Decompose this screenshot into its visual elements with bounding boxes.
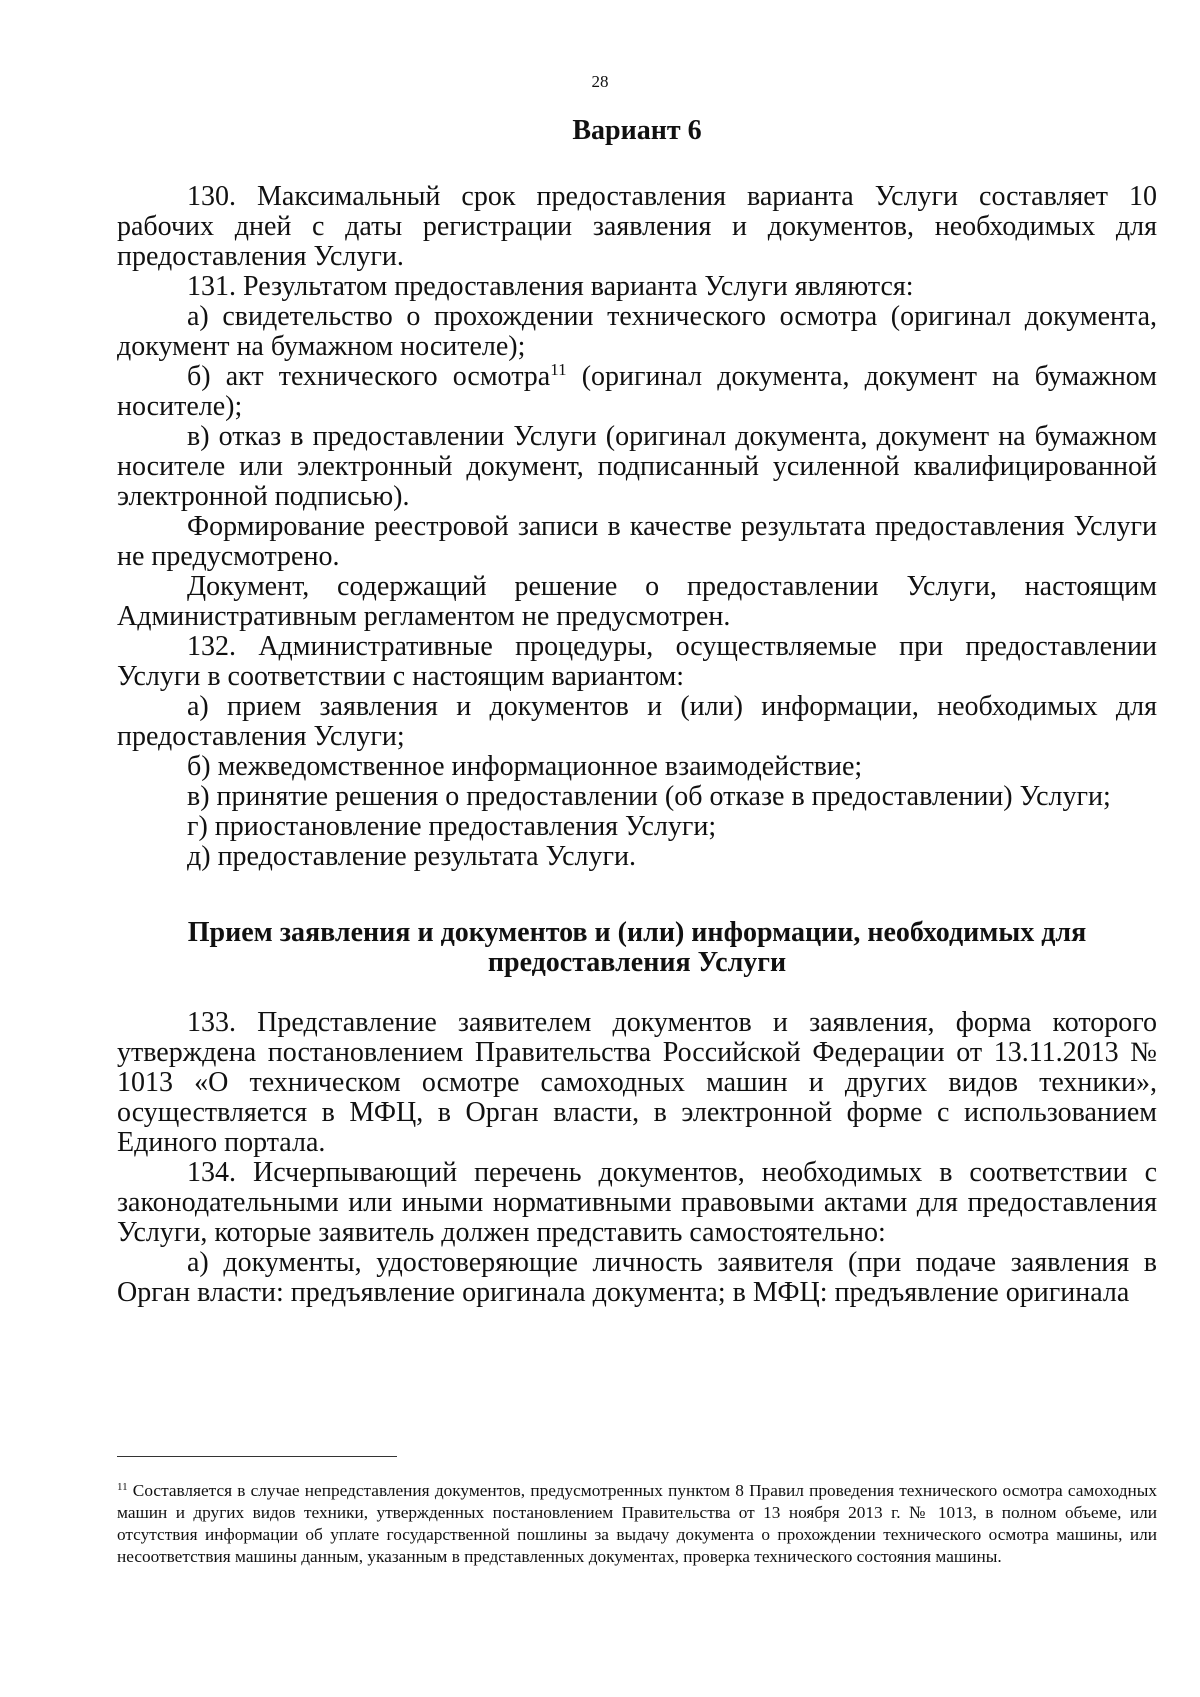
- page-number: 28: [591, 72, 609, 91]
- paragraph-document: Документ, содержащий решение о предоставлении Услуги, настоящим Административным регламентом не предусмотрен.: [117, 571, 1157, 632]
- paragraph-132c: в) принятие решения о предоставлении (об отказе в предоставлении) Услуги;: [187, 781, 1111, 812]
- paragraph-132: 132. Административные процедуры, осуществляемые при предоставлении Услуги в соответствии с настоящим вариантом:: [117, 631, 1157, 692]
- page-title: Вариант 6: [572, 115, 702, 146]
- paragraph-131a: а) свидетельство о прохождении технического осмотра (оригинал документа, документ на бумажном носителе);: [117, 301, 1157, 362]
- footnote-reference[interactable]: 11: [550, 360, 567, 379]
- footnote-marker: 11: [117, 1481, 128, 1493]
- paragraph-132a: а) прием заявления и документов и (или) информации, необходимых для предоставления Услуги;: [117, 691, 1157, 752]
- paragraph-131b-text-end: (оригинал документа, документ на бумажном носителе);: [117, 361, 1157, 422]
- paragraph-131: 131. Результатом предоставления варианта Услуги являются:: [187, 271, 914, 302]
- paragraph-133: 133. Представление заявителем документов и заявления, форма которого утверждена постановлением Правительства Российской Федерации от 13.11.2013 № 1013 «О техническом осмотре самоходных машин и других видов техники», осуществляется в МФЦ, в Орган власти, в электронной форме с использованием Единого портала.: [117, 1007, 1157, 1158]
- paragraph-132b: б) межведомственное информационное взаимодействие;: [187, 751, 863, 782]
- paragraph-134: 134. Исчерпывающий перечень документов, необходимых в соответствии с законодательными или иными нормативными правовыми актами для предоставления Услуги, которые заявитель должен представить самостоятельно:: [117, 1157, 1157, 1248]
- paragraph-131b: [117, 362, 1157, 422]
- footnote-text: Составляется в случае непредставления документов, предусмотренных пунктом 8 Правил проведения технического осмотра самоходных машин и других видов техники, утвержденных постановлением Правительства от 13 ноября 2013 г. № 1013, в полном объеме, или отсутствия информации об уплате государственной пошлины за выдачу документа о прохождении технического осмотра машины, или несоответствия машины данным, указанным в представленных документах, проверка технического состояния машины.: [117, 1481, 1157, 1566]
- paragraph-131b-text: б) акт технического осмотра: [187, 361, 551, 392]
- page-body: [117, 116, 1157, 1308]
- footnote: [117, 1480, 1157, 1568]
- footnote-divider: [117, 1456, 397, 1457]
- paragraph-132d: г) приостановление предоставления Услуги;: [187, 811, 717, 842]
- paragraph-131c: в) отказ в предоставлении Услуги (оригинал документа, документ на бумажном носителе или электронный документ, подписанный усиленной квалифицированной электронной подписью).: [117, 421, 1157, 512]
- section-heading: Прием заявления и документов и (или) информации, необходимых для предоставления Услуги: [187, 917, 1087, 978]
- paragraph-134a: а) документы, удостоверяющие личность заявителя (при подаче заявления в Орган власти: предъявление оригинала документа; в МФЦ: предъявление оригинала: [117, 1247, 1157, 1308]
- paragraph-registry: Формирование реестровой записи в качестве результата предоставления Услуги не предусмотрено.: [117, 511, 1157, 572]
- paragraph-132e: д) предоставление результата Услуги.: [187, 841, 636, 872]
- paragraph-130: 130. Максимальный срок предоставления варианта Услуги составляет 10 рабочих дней с даты регистрации заявления и документов, необходимых для предоставления Услуги.: [117, 181, 1157, 272]
